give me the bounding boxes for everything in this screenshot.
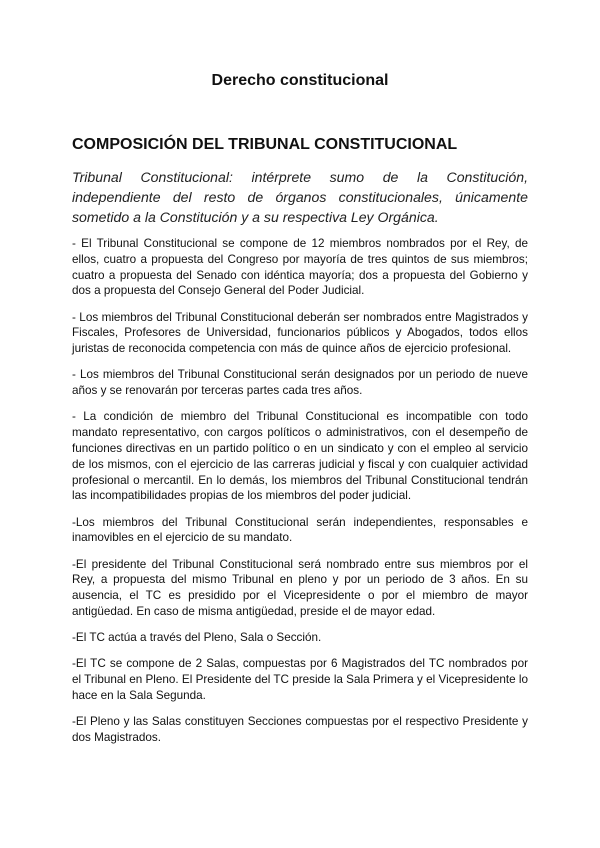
paragraph: -El TC actúa a través del Pleno, Sala o Sección. bbox=[72, 631, 322, 645]
document-title: Derecho constitucional bbox=[211, 72, 389, 89]
paragraph: - Los miembros del Tribunal Constitucional deberán ser nombrados entre Magistrados y Fiscales, Profesores de Universidad, funcionarios públicos y Abogados, todos ellos juristas de reconocida competencia con más de quince años de ejercicio profesional. bbox=[72, 310, 528, 356]
paragraph: - El Tribunal Constitucional se compone de 12 miembros nombrados por el Rey, de ellos, cuatro a propuesta del Congreso por mayoría de tres quintos de sus miembros; cuatro a propuesta del Senado con idéntica mayoría; dos a propuesta del Gobierno y dos a propuesta del Consejo General del Poder Judicial. bbox=[72, 237, 528, 298]
paragraph: - Los miembros del Tribunal Constitucional serán designados por un periodo de nueve años y se renovarán por terceras partes cada tres años. bbox=[72, 368, 528, 398]
paragraph: -El presidente del Tribunal Constitucional será nombrado entre sus miembros por el Rey, a propuesta del mismo Tribunal en pleno y por un periodo de 3 años. En su ausencia, el TC es presidido por el Vicepresidente o por el miembro de mayor antigüedad. En caso de misma antigüedad, preside el de mayor edad. bbox=[72, 557, 528, 618]
paragraph: -Los miembros del Tribunal Constitucional serán independientes, responsables e inamovibles en el ejercicio de su mandato. bbox=[72, 515, 528, 545]
paragraph-list bbox=[72, 236, 528, 746]
paragraph: - La condición de miembro del Tribunal Constitucional es incompatible con todo mandato representativo, con cargos políticos o administrativos, con el desempeño de funciones directivas en un partido político o en un sindicato y con el empleo al servicio de los mismos, con el ejercicio de las carreras judicial y fiscal y con cualquier actividad profesional o mercantil. En lo demás, los miembros del Tribunal Constitucional tendrán las incompatibilidades propias de los miembros del poder judicial. bbox=[72, 410, 528, 503]
paragraph: -El Pleno y las Salas constituyen Secciones compuestas por el respectivo Presidente y dos Magistrados. bbox=[72, 715, 528, 744]
section-title: COMPOSICIÓN DEL TRIBUNAL CONSTITUCIONAL bbox=[72, 136, 458, 153]
paragraph: -El TC se compone de 2 Salas, compuestas por 6 Magistrados del TC nombrados por el Tribunal en Pleno. El Presidente del TC preside la Sala Primera y el Vicepresidente lo hace en la Sala Segunda. bbox=[72, 657, 528, 702]
intro-paragraph: Tribunal Constitucional: intérprete sumo de la Constitución, independiente del resto de órganos constitucionales, únicamente sometido a la Constitución y a su respectiva Ley Orgánica. bbox=[72, 169, 528, 225]
